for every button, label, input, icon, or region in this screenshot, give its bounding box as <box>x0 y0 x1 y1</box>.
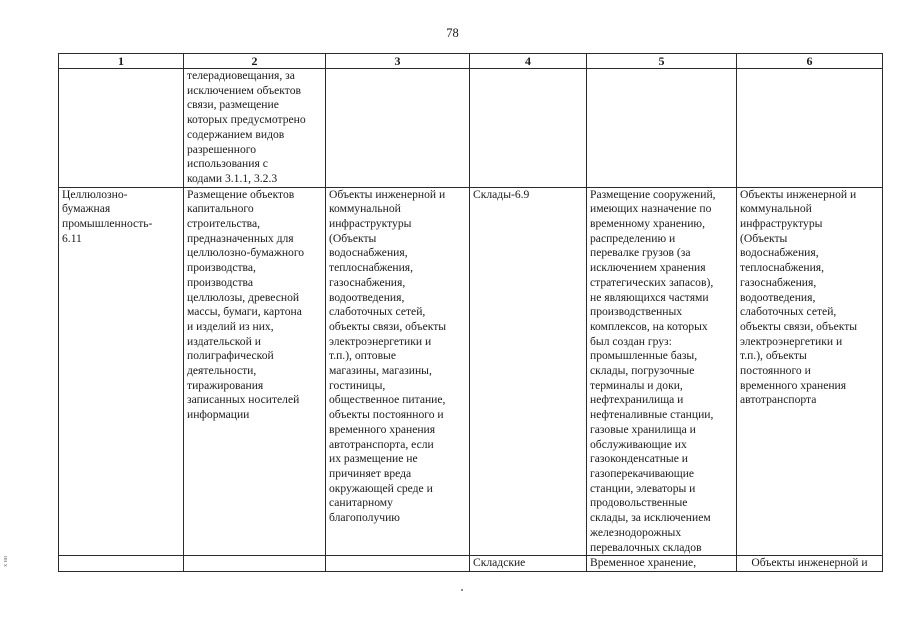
text-line: окружающей среде и <box>329 481 433 495</box>
text-line: автотранспорта <box>740 393 817 407</box>
cell <box>587 69 737 188</box>
text-line: кодами 3.1.1, 3.2.3 <box>187 171 278 185</box>
text-line: Размещение объектов <box>187 187 295 201</box>
text-line: (Объекты <box>740 231 788 245</box>
text-line: их размещение не <box>329 452 418 466</box>
text-line: не являющихся частями <box>590 290 709 304</box>
text-line: постоянного и <box>740 364 811 378</box>
text-line: газовые хранилища и <box>590 422 696 436</box>
column-header: 4 <box>470 54 587 69</box>
cell-zone-name <box>59 187 184 556</box>
text-line: склады, за исключением <box>590 511 711 525</box>
cell <box>59 556 184 572</box>
page-number: 78 <box>446 26 459 40</box>
cell-storage: Складские <box>470 556 587 572</box>
text-line: благополучию <box>329 511 400 525</box>
text-line: гостиницы, <box>329 378 386 392</box>
cell-permitted-use-continued <box>184 69 326 188</box>
text-line: исключением хранения <box>590 261 706 275</box>
text-line: строительства, <box>187 217 261 231</box>
column-header: 3 <box>326 54 470 69</box>
cell <box>326 69 470 188</box>
cell-conditional-auxiliary <box>737 187 883 556</box>
table-row-next <box>59 556 883 572</box>
text-line: газоперекачивающие <box>590 466 695 480</box>
text-line: инфраструктуры <box>740 217 823 231</box>
text-line: коммунальной <box>740 202 812 216</box>
table-header-row <box>59 54 883 69</box>
text-line: исключением объектов <box>187 83 301 97</box>
text-line: временного хранения <box>329 422 436 436</box>
text-line: водоснабжения, <box>740 246 819 260</box>
text-line: капитального <box>187 202 254 216</box>
text-line: временного хранения <box>740 378 847 392</box>
text-line: газоснабжения, <box>740 275 817 289</box>
text-line: бумажная <box>62 202 111 216</box>
text-line: электроэнергетики и <box>740 334 843 348</box>
text-line: объекты связи, объекты <box>740 319 858 333</box>
text-line: железнодорожных <box>590 525 682 539</box>
text-line: имеющих назначение по <box>590 202 712 216</box>
text-line: причиняет вреда <box>329 466 412 480</box>
text-line: массы, бумаги, картона <box>187 305 302 319</box>
text-line: был создан груз: <box>590 334 672 348</box>
table-row-continued <box>59 69 883 188</box>
cell <box>184 556 326 572</box>
cell <box>326 556 470 572</box>
text-line: нефтеналивные станции, <box>590 408 714 422</box>
text-line: комплексов, на которых <box>590 319 708 333</box>
text-line: обслуживающие их <box>590 437 687 451</box>
text-line: водоотведения, <box>740 290 816 304</box>
text-line: перевалке грузов (за <box>590 246 691 260</box>
text-line: производства <box>187 275 254 289</box>
text-line: т.п.), оптовые <box>329 349 396 363</box>
text-line: автотранспорта, если <box>329 437 434 451</box>
text-line: инфраструктуры <box>329 217 412 231</box>
text-line: нефтехранилища и <box>590 393 684 407</box>
text-line: целлюлозно-бумажного <box>187 246 305 260</box>
text-line: промышленные базы, <box>590 349 698 363</box>
text-line: склады, погрузочные <box>590 364 695 378</box>
text-line: слаботочных сетей, <box>329 305 426 319</box>
text-line: газоснабжения, <box>329 275 406 289</box>
text-line: информации <box>187 408 250 422</box>
text-line: объекты постоянного и <box>329 408 444 422</box>
text-line: водоснабжения, <box>329 246 408 260</box>
text-line: теплоснабжения, <box>329 261 414 275</box>
text-line: тиражирования <box>187 378 264 392</box>
text-line: временному хранению, <box>590 217 705 231</box>
text-line: Склады-6.9 <box>473 187 530 201</box>
cell <box>470 69 587 188</box>
text-line: производства, <box>187 261 256 275</box>
text-line: слаботочных сетей, <box>740 305 837 319</box>
cell-conditional-use <box>470 187 587 556</box>
scan-dot <box>461 589 463 591</box>
margin-mark: x ни <box>3 556 9 567</box>
text-line: электроэнергетики и <box>329 334 432 348</box>
text-line: общественное питание, <box>329 393 446 407</box>
text-line: разрешенного <box>187 142 257 156</box>
text-line: использования с <box>187 157 268 171</box>
column-header: 1 <box>59 54 184 69</box>
text-line: Целлюлозно- <box>62 187 128 201</box>
text-line: производственных <box>590 305 683 319</box>
text-line: содержанием видов <box>187 127 285 141</box>
cell-auxiliary-uses <box>326 187 470 556</box>
text-line: теплоснабжения, <box>740 261 825 275</box>
text-line: стратегических запасов), <box>590 275 714 289</box>
text-line: Размещение сооружений, <box>590 187 716 201</box>
text-line: Объекты инженерной и <box>740 187 857 201</box>
text-line: промышленность- <box>62 217 153 231</box>
text-line: коммунальной <box>329 202 401 216</box>
cell-description <box>184 187 326 556</box>
text-line: которых предусмотрено <box>187 113 306 127</box>
text-line: Объекты инженерной и <box>329 187 446 201</box>
column-header: 2 <box>184 54 326 69</box>
text-line: целлюлозы, древесной <box>187 290 300 304</box>
column-header: 6 <box>737 54 883 69</box>
text-line: и изделий из них, <box>187 319 274 333</box>
text-line: связи, размещение <box>187 98 279 112</box>
text-line: издательской и <box>187 334 261 348</box>
text-line: предназначенных для <box>187 231 294 245</box>
table-row-pulp-paper <box>59 187 883 556</box>
text-line: т.п.), объекты <box>740 349 807 363</box>
text-line: распределению и <box>590 231 676 245</box>
text-line: продовольственные <box>590 496 688 510</box>
text-line: газоконденсатные и <box>590 452 688 466</box>
cell-temporary-storage: Временное хранение, <box>587 556 737 572</box>
text-line: магазины, магазины, <box>329 364 432 378</box>
text-line: санитарному <box>329 496 393 510</box>
column-header: 5 <box>587 54 737 69</box>
text-line: водоотведения, <box>329 290 405 304</box>
text-line: терминалы и доки, <box>590 378 683 392</box>
cell-conditional-description <box>587 187 737 556</box>
text-line: станции, элеваторы и <box>590 481 696 495</box>
text-line: перевалочных складов <box>590 540 702 554</box>
cell <box>59 69 184 188</box>
text-line: деятельности, <box>187 364 257 378</box>
text-line: записанных носителей <box>187 393 300 407</box>
text-line: (Объекты <box>329 231 377 245</box>
cell-engineering-objects: Объекты инженерной и <box>737 556 883 572</box>
text-line: 6.11 <box>62 231 82 245</box>
text-line: телерадиовещания, за <box>187 69 295 82</box>
cell <box>737 69 883 188</box>
text-line: объекты связи, объекты <box>329 319 447 333</box>
zoning-table <box>58 53 883 572</box>
text-line: полиграфической <box>187 349 274 363</box>
